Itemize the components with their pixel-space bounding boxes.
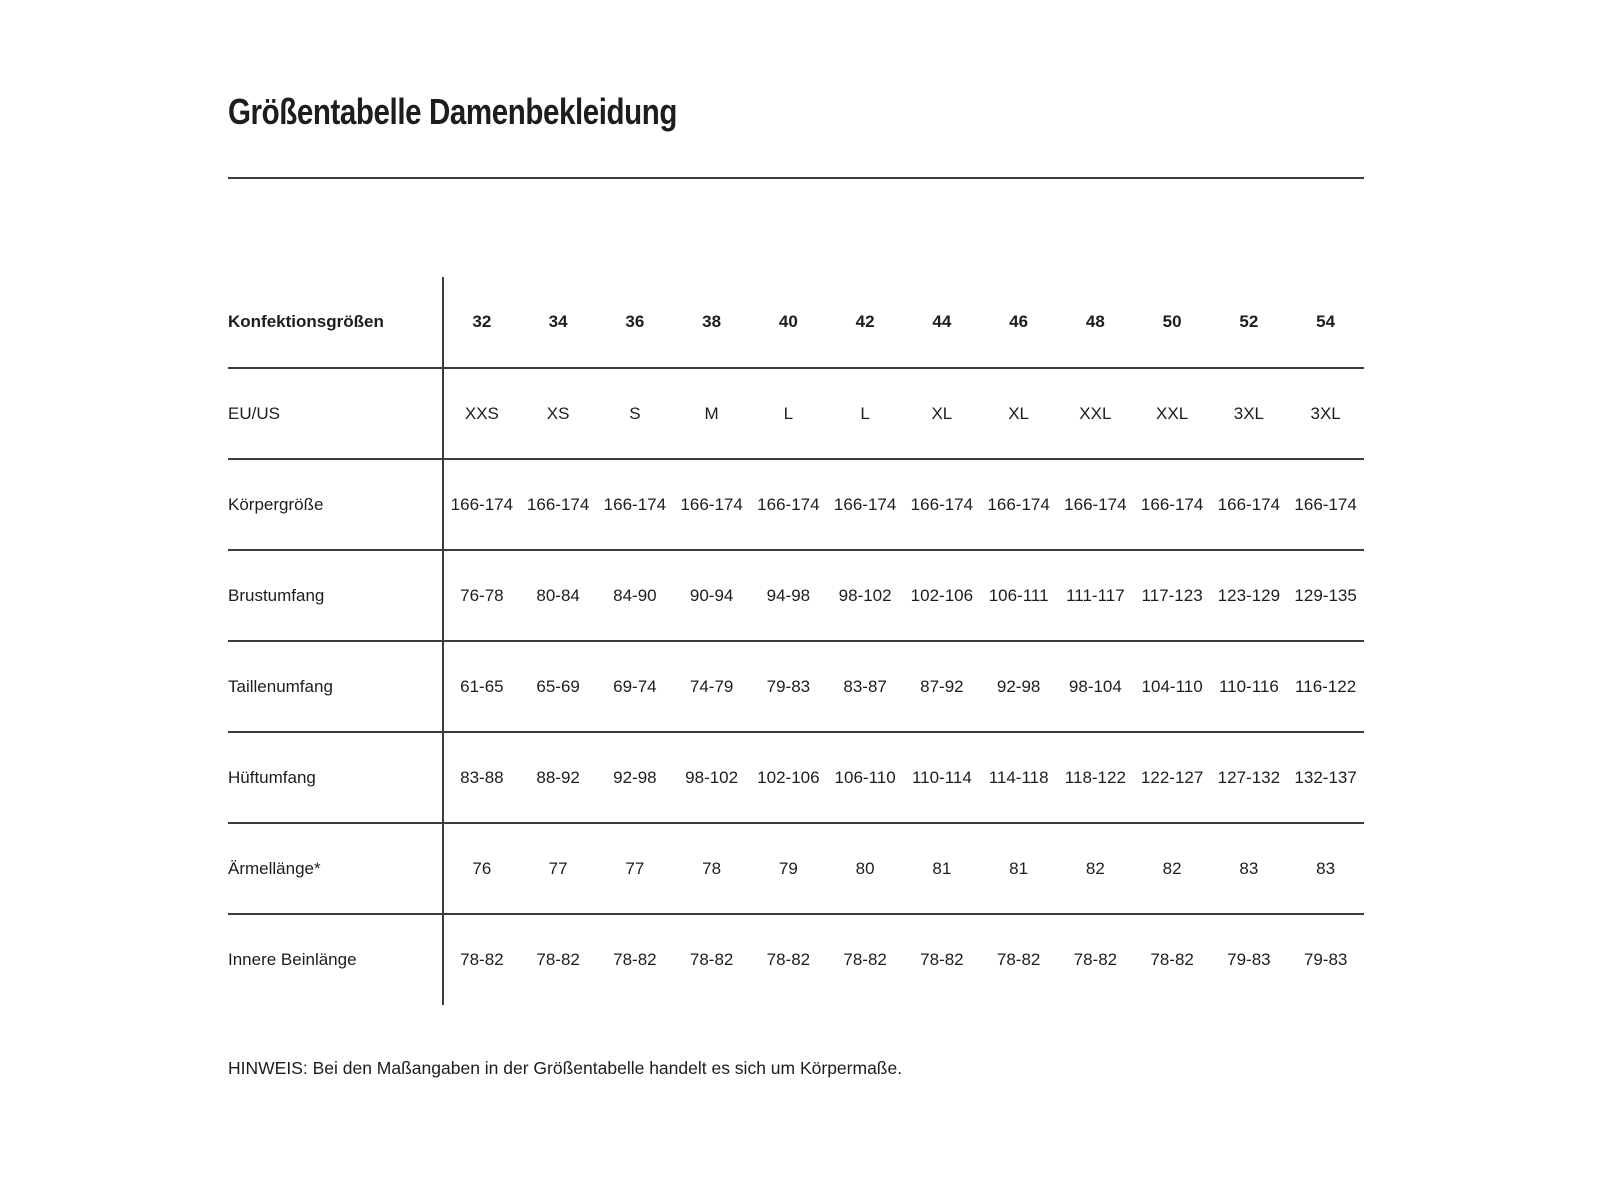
size-cell: 78-82 (996, 950, 1041, 969)
table-row (228, 459, 1364, 550)
size-cell: 98-104 (1068, 676, 1122, 696)
size-cell: L (860, 403, 870, 423)
size-cell: 90-94 (689, 585, 734, 605)
size-cell: 78-82 (766, 950, 811, 969)
size-cell: 106-110 (834, 767, 896, 787)
size-cell: 74-79 (689, 676, 734, 696)
size-cell: XXL (1079, 403, 1112, 423)
size-cell: 78-82 (1073, 950, 1118, 969)
size-cell: 69-74 (613, 676, 657, 696)
size-cell: 88-92 (536, 767, 580, 787)
title-divider-rule (228, 177, 1364, 179)
size-cell: 65-69 (536, 676, 580, 696)
size-column-header: 46 (1009, 312, 1029, 331)
size-cell: 104-110 (1141, 676, 1203, 696)
size-cell: 81 (932, 858, 952, 878)
size-cell: 110-116 (1218, 676, 1279, 696)
size-table (228, 277, 1364, 1005)
size-cell: XS (546, 403, 570, 423)
size-cell: 117-123 (1141, 585, 1203, 605)
size-cell: 114-118 (988, 767, 1049, 787)
size-cell: 102-106 (910, 585, 974, 605)
size-cell: 166-174 (1217, 494, 1281, 514)
row-label: Hüftumfang (228, 732, 443, 823)
size-cell: 83-88 (460, 767, 504, 787)
size-cell: 78-82 (536, 950, 580, 969)
size-cell: 166-174 (680, 494, 743, 514)
size-cell: L (783, 403, 794, 423)
size-cell: 82 (1085, 858, 1105, 878)
size-cell: 87-92 (920, 676, 964, 696)
row-label: Brustumfang (228, 550, 443, 641)
size-cell: 79-83 (1303, 950, 1348, 969)
size-cell: 80-84 (536, 585, 580, 605)
size-cell: 166-174 (910, 494, 974, 514)
size-cell: 83 (1239, 858, 1259, 878)
size-cell: 110-114 (911, 767, 972, 787)
size-column-header: 40 (778, 312, 798, 331)
size-column-header: 34 (548, 312, 568, 331)
row-label-konfektionsgroessen: Konfektionsgrößen (228, 277, 443, 368)
size-cell: 166-174 (1064, 494, 1127, 514)
size-cell: 78-82 (1150, 950, 1194, 969)
size-cell: 77 (548, 858, 568, 878)
size-cell: S (629, 403, 641, 423)
measurement-note: HINWEIS: Bei den Maßangaben in der Größentabelle handelt es sich um Körpermaße. (228, 1058, 903, 1078)
size-cell: 127-132 (1217, 767, 1281, 787)
size-column-header: 32 (472, 312, 492, 331)
size-cell: XXS (464, 403, 499, 423)
size-cell: 123-129 (1217, 585, 1281, 605)
size-cell: 166-174 (1140, 494, 1204, 514)
row-label: EU/US (228, 368, 443, 459)
size-cell: 79-83 (1227, 950, 1271, 969)
size-cell: 84-90 (613, 585, 657, 605)
table-row (228, 641, 1364, 732)
size-cell: 92-98 (996, 676, 1041, 696)
size-cell: 83 (1316, 858, 1336, 878)
size-cell: 78-82 (920, 950, 964, 969)
size-cell: 166-174 (1294, 494, 1357, 514)
table-row (228, 914, 1364, 1005)
table-row (228, 368, 1364, 459)
size-column-header: 36 (625, 312, 645, 331)
size-cell: 82 (1162, 858, 1182, 878)
size-cell: 76 (472, 858, 492, 878)
size-cell: 132-137 (1294, 767, 1357, 787)
size-cell: 83-87 (843, 676, 887, 696)
size-cell: 129-135 (1294, 585, 1357, 605)
row-label: Taillenumfang (228, 641, 443, 732)
size-cell: 94-98 (766, 585, 811, 605)
size-cell: 106-111 (988, 585, 1049, 605)
size-column-header: 44 (932, 312, 952, 331)
size-cell: M (704, 403, 719, 423)
size-cell: 98-102 (838, 585, 892, 605)
size-cell: 116-122 (1295, 676, 1357, 696)
size-cell: 77 (625, 858, 645, 878)
size-cell: 78-82 (613, 950, 657, 969)
size-cell: 78-82 (689, 950, 734, 969)
size-cell: 118-122 (1064, 767, 1126, 787)
size-cell: XL (931, 403, 953, 423)
size-cell: 122-127 (1140, 767, 1204, 787)
size-cell: 81 (1009, 858, 1029, 878)
row-label: Ärmellänge* (228, 823, 443, 914)
size-cell: XXL (1156, 403, 1189, 423)
page-title: Größentabelle Damenbekleidung (228, 91, 678, 132)
row-label: Innere Beinlänge (228, 914, 443, 1005)
size-cell: 3XL (1310, 403, 1341, 423)
table-row (228, 732, 1364, 823)
row-label: Körpergröße (228, 459, 443, 550)
table-header-row (228, 277, 1364, 368)
size-cell: 79-83 (766, 676, 811, 696)
size-cell: 166-174 (450, 494, 514, 514)
size-cell: 92-98 (613, 767, 657, 787)
size-cell: 98-102 (685, 767, 739, 787)
size-cell: 3XL (1233, 403, 1264, 423)
size-cell: 166-174 (603, 494, 667, 514)
size-cell: 78-82 (460, 950, 504, 969)
size-cell: XL (1008, 403, 1030, 423)
size-cell: 78 (702, 858, 722, 878)
size-cell: 166-174 (757, 494, 820, 514)
size-cell: 80 (855, 858, 875, 878)
size-column-header: 50 (1162, 312, 1182, 331)
size-cell: 61-65 (460, 676, 504, 696)
table-row (228, 823, 1364, 914)
size-column-header: 54 (1316, 312, 1336, 331)
table-row (228, 550, 1364, 641)
size-column-header: 42 (855, 312, 875, 331)
size-column-header: 48 (1085, 312, 1105, 331)
size-column-header: 38 (702, 312, 722, 331)
size-cell: 111-117 (1066, 585, 1125, 605)
size-cell: 102-106 (757, 767, 820, 787)
size-cell: 78-82 (843, 950, 887, 969)
size-cell: 166-174 (526, 494, 590, 514)
size-cell: 76-78 (460, 585, 504, 605)
size-column-header: 52 (1239, 312, 1259, 331)
size-cell: 166-174 (833, 494, 897, 514)
size-cell: 166-174 (987, 494, 1050, 514)
size-cell: 79 (778, 858, 798, 878)
